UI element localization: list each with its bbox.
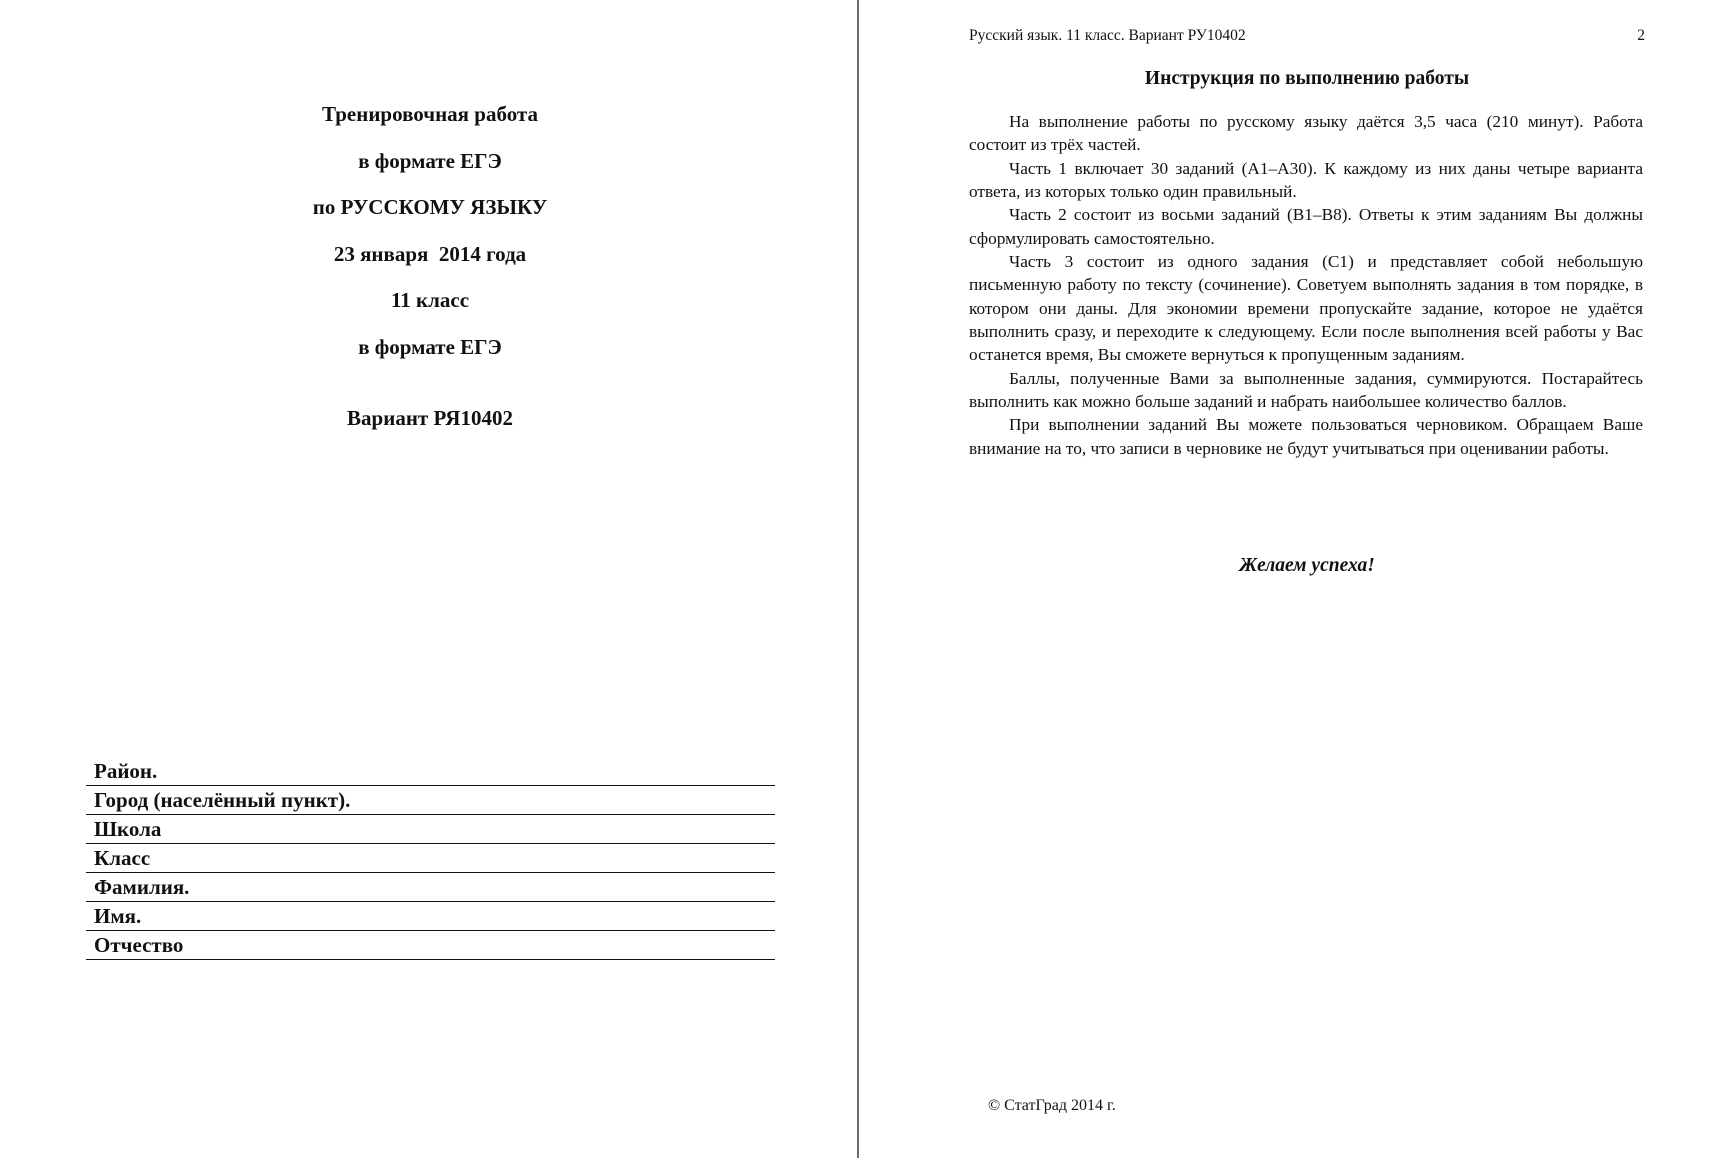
- form-row-name[interactable]: [86, 902, 775, 931]
- form-label: Имя.: [94, 904, 142, 928]
- form-row-class[interactable]: [86, 844, 775, 873]
- form-label: Класс: [94, 846, 151, 870]
- title-line: в формате ЕГЭ: [358, 334, 502, 359]
- form-row-patronymic[interactable]: [86, 931, 775, 960]
- title-line: Тренировочная работа: [322, 102, 538, 126]
- paragraph: Часть 3 состоит из одного задания (С1) и представляет собой небольшую письменную работу по тексту (сочинение). Советуем выполнять задания в том порядке, в котором они даны. Для экономии времени пропускайте задание, которое не удаётся выполнить сразу, и переходите к следующему. Если после выполнения всей работы у Вас останется время, Вы сможете вернуться к пропущенным заданиям.: [969, 252, 1643, 365]
- paragraph: Часть 1 включает 30 заданий (А1–А30). К каждому из них даны четыре варианта ответа, из которых только один правильный.: [969, 158, 1643, 202]
- title-line: в формате ЕГЭ: [358, 148, 502, 173]
- page-number: 2: [1637, 27, 1645, 44]
- student-info-form: [86, 757, 775, 960]
- form-row-school[interactable]: [86, 815, 775, 844]
- title-line: 11 класс: [390, 288, 470, 312]
- form-label: Отчество: [94, 933, 184, 957]
- form-label: Фамилия.: [94, 875, 190, 899]
- running-title: Русский язык. 11 класс. Вариант РУ10402: [969, 27, 1246, 44]
- instructions-heading: Инструкция по выполнению работы: [1144, 68, 1470, 89]
- variant-label: Вариант РЯ10402: [347, 405, 513, 430]
- paragraph: На выполнение работы по русскому языку даётся 3,5 часа (210 минут). Работа состоит из трёх частей.: [969, 112, 1643, 155]
- form-label: Район.: [94, 759, 158, 783]
- instructions-body: [969, 110, 1643, 460]
- form-label: Город (населённый пункт).: [94, 788, 351, 812]
- title-block: [110, 102, 750, 430]
- good-luck-text: Желаем успеха!: [1239, 555, 1375, 576]
- copyright: © СтатГрад 2014 г.: [988, 1097, 1116, 1114]
- right-page: [859, 0, 1714, 1158]
- form-row-surname[interactable]: [86, 873, 775, 902]
- form-row-district[interactable]: [86, 757, 775, 786]
- paragraph: При выполнении заданий Вы можете пользоваться черновиком. Обращаем Ваше внимание на то, что записи в черновике не будут учитываться при оценивании работы.: [969, 415, 1643, 458]
- form-row-city[interactable]: [86, 786, 775, 815]
- paragraph: Часть 2 состоит из восьми заданий (В1–В8). Ответы к этим заданиям Вы должны сформулировать самостоятельно.: [969, 205, 1643, 248]
- title-line: по РУССКОМУ ЯЗЫКУ: [312, 195, 548, 219]
- paragraph: Баллы, полученные Вами за выполненные задания, суммируются. Постарайтесь выполнить как можно больше заданий и набрать наибольшее количество баллов.: [969, 368, 1643, 412]
- title-line: 23 января 2014 года: [333, 241, 527, 266]
- form-label: Школа: [94, 817, 162, 841]
